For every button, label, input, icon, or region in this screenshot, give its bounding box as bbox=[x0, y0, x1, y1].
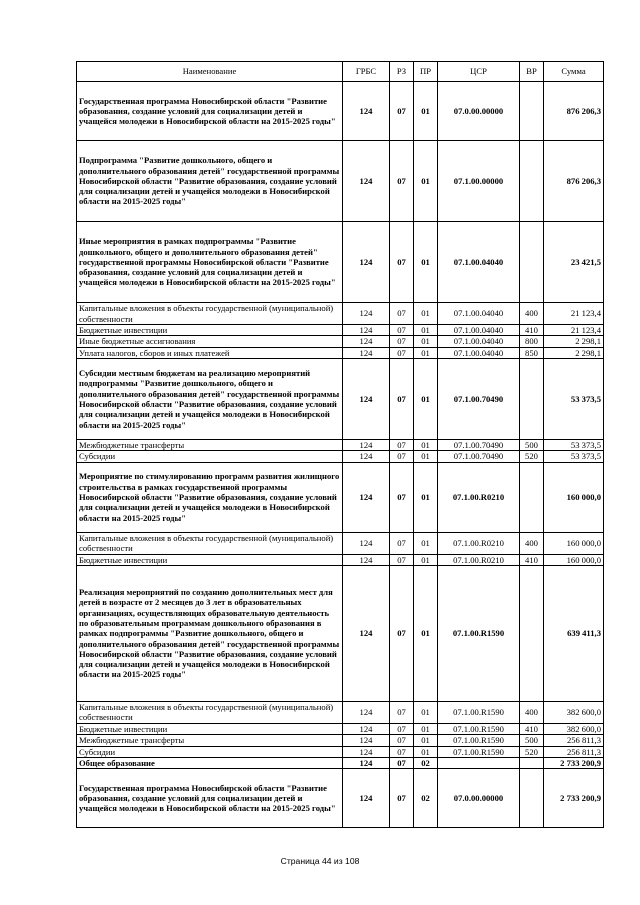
header-rz: РЗ bbox=[390, 62, 414, 82]
cell-csr: 07.1.00.R0210 bbox=[438, 462, 520, 532]
cell-rz: 07 bbox=[390, 82, 414, 141]
cell-rz: 07 bbox=[390, 757, 414, 768]
cell-csr: 07.1.00.70490 bbox=[438, 439, 520, 450]
cell-pr: 01 bbox=[414, 451, 438, 462]
cell-csr: 07.1.00.R0210 bbox=[438, 554, 520, 565]
cell-name: Иные бюджетные ассигнования bbox=[77, 336, 343, 347]
cell-sum: 23 421,5 bbox=[544, 222, 604, 303]
cell-grbs: 124 bbox=[343, 701, 390, 723]
cell-vr: 410 bbox=[520, 325, 544, 336]
cell-csr: 07.1.00.R1590 bbox=[438, 565, 520, 701]
table-row bbox=[77, 735, 604, 746]
cell-name: Субсидии bbox=[77, 746, 343, 757]
cell-vr: 400 bbox=[520, 701, 544, 723]
cell-vr: 400 bbox=[520, 532, 544, 554]
cell-rz: 07 bbox=[390, 554, 414, 565]
cell-vr bbox=[520, 82, 544, 141]
cell-grbs: 124 bbox=[343, 565, 390, 701]
table-row bbox=[77, 358, 604, 439]
cell-rz: 07 bbox=[390, 746, 414, 757]
cell-csr: 07.1.00.04040 bbox=[438, 336, 520, 347]
table-row bbox=[77, 723, 604, 734]
cell-name: Межбюджетные трансферты bbox=[77, 735, 343, 746]
cell-name: Реализация мероприятий по созданию дополнительных мест для детей в возрасте от 2 месяцев до 3 лет в образовательных организациях, осуществляющих образовательную деятельность по образовательным программам дошкольного образования в рамках подпрограммы "Развитие дошкольного, общего и дополнительного образования детей" государственной программы Новосибирской области "Развитие образования, создание условий для социализации детей и учащейся молодежи в Новосибирской области на 2015-2025 годы" bbox=[77, 565, 343, 701]
cell-pr: 01 bbox=[414, 735, 438, 746]
cell-rz: 07 bbox=[390, 347, 414, 358]
cell-sum: 53 373,5 bbox=[544, 358, 604, 439]
cell-pr: 01 bbox=[414, 746, 438, 757]
cell-vr: 400 bbox=[520, 303, 544, 325]
table-row bbox=[77, 347, 604, 358]
cell-grbs: 124 bbox=[343, 769, 390, 828]
table-row bbox=[77, 303, 604, 325]
cell-vr bbox=[520, 222, 544, 303]
cell-csr: 07.1.00.04040 bbox=[438, 222, 520, 303]
cell-vr bbox=[520, 757, 544, 768]
cell-pr: 01 bbox=[414, 141, 438, 222]
cell-name: Капитальные вложения в объекты государственной (муниципальной) собственности bbox=[77, 303, 343, 325]
header-grbs: ГРБС bbox=[343, 62, 390, 82]
cell-name: Уплата налогов, сборов и иных платежей bbox=[77, 347, 343, 358]
cell-sum: 2 298,1 bbox=[544, 347, 604, 358]
cell-pr: 02 bbox=[414, 757, 438, 768]
table-row bbox=[77, 325, 604, 336]
table-row bbox=[77, 701, 604, 723]
cell-rz: 07 bbox=[390, 723, 414, 734]
header-csr: ЦСР bbox=[438, 62, 520, 82]
cell-pr: 01 bbox=[414, 303, 438, 325]
cell-csr: 07.0.00.00000 bbox=[438, 82, 520, 141]
cell-vr bbox=[520, 358, 544, 439]
cell-csr: 07.1.00.R1590 bbox=[438, 735, 520, 746]
table-row bbox=[77, 532, 604, 554]
header-pr: ПР bbox=[414, 62, 438, 82]
cell-vr bbox=[520, 769, 544, 828]
cell-csr: 07.1.00.70490 bbox=[438, 358, 520, 439]
budget-table bbox=[76, 61, 604, 828]
cell-sum: 21 123,4 bbox=[544, 303, 604, 325]
cell-name: Межбюджетные трансферты bbox=[77, 439, 343, 450]
cell-name: Субсидии местным бюджетам на реализацию мероприятий подпрограммы "Развитие дошкольного, общего и дополнительного образования детей" государственной программы Новосибирской области "Развитие образования, создание условий для социализации детей и учащейся молодежи в Новосибирской области на 2015-2025 годы" bbox=[77, 358, 343, 439]
cell-pr: 01 bbox=[414, 565, 438, 701]
cell-grbs: 124 bbox=[343, 746, 390, 757]
table-row bbox=[77, 554, 604, 565]
table-header-row bbox=[77, 62, 604, 82]
cell-name: Государственная программа Новосибирской области "Развитие образования, создание условий для социализации детей и учащейся молодежи в Новосибирской области на 2015-2025 годы" bbox=[77, 82, 343, 141]
cell-sum: 256 811,3 bbox=[544, 746, 604, 757]
cell-rz: 07 bbox=[390, 701, 414, 723]
cell-sum: 639 411,3 bbox=[544, 565, 604, 701]
cell-sum: 382 600,0 bbox=[544, 723, 604, 734]
cell-name: Подпрограмма "Развитие дошкольного, общего и дополнительного образования детей" государственной программы Новосибирской области "Развитие образования, создание условий для социализации детей и учащейся молодежи в Новосибирской области на 2015-2025 годы" bbox=[77, 141, 343, 222]
cell-sum: 160 000,0 bbox=[544, 462, 604, 532]
table-row bbox=[77, 565, 604, 701]
cell-pr: 01 bbox=[414, 82, 438, 141]
cell-vr: 520 bbox=[520, 746, 544, 757]
cell-pr: 01 bbox=[414, 723, 438, 734]
cell-sum: 256 811,3 bbox=[544, 735, 604, 746]
header-sum: Сумма bbox=[544, 62, 604, 82]
cell-grbs: 124 bbox=[343, 141, 390, 222]
cell-pr: 01 bbox=[414, 358, 438, 439]
table-row bbox=[77, 746, 604, 757]
cell-csr bbox=[438, 757, 520, 768]
cell-name: Капитальные вложения в объекты государственной (муниципальной) собственности bbox=[77, 532, 343, 554]
cell-rz: 07 bbox=[390, 769, 414, 828]
cell-rz: 07 bbox=[390, 451, 414, 462]
cell-pr: 01 bbox=[414, 222, 438, 303]
cell-csr: 07.1.00.R0210 bbox=[438, 532, 520, 554]
cell-name: Иные мероприятия в рамках подпрограммы "Развитие дошкольного, общего и дополнительного образования детей" государственной программы Новосибирской области "Развитие образования, создание условий для социализации детей и учащейся молодежи в Новосибирской области на 2015-2025 годы" bbox=[77, 222, 343, 303]
table-row bbox=[77, 462, 604, 532]
cell-vr: 500 bbox=[520, 439, 544, 450]
cell-sum: 382 600,0 bbox=[544, 701, 604, 723]
cell-pr: 01 bbox=[414, 325, 438, 336]
cell-csr: 07.1.00.04040 bbox=[438, 303, 520, 325]
cell-name: Капитальные вложения в объекты государственной (муниципальной) собственности bbox=[77, 701, 343, 723]
table-row bbox=[77, 769, 604, 828]
table-row bbox=[77, 757, 604, 768]
cell-name: Субсидии bbox=[77, 451, 343, 462]
cell-rz: 07 bbox=[390, 222, 414, 303]
table-row bbox=[77, 222, 604, 303]
cell-grbs: 124 bbox=[343, 451, 390, 462]
cell-sum: 53 373,5 bbox=[544, 451, 604, 462]
cell-name: Общее образование bbox=[77, 757, 343, 768]
cell-vr bbox=[520, 565, 544, 701]
cell-sum: 2 298,1 bbox=[544, 336, 604, 347]
cell-rz: 07 bbox=[390, 358, 414, 439]
cell-grbs: 124 bbox=[343, 303, 390, 325]
cell-grbs: 124 bbox=[343, 82, 390, 141]
cell-rz: 07 bbox=[390, 439, 414, 450]
cell-csr: 07.1.00.04040 bbox=[438, 347, 520, 358]
cell-rz: 07 bbox=[390, 336, 414, 347]
cell-vr bbox=[520, 462, 544, 532]
cell-pr: 01 bbox=[414, 701, 438, 723]
cell-vr: 850 bbox=[520, 347, 544, 358]
cell-grbs: 124 bbox=[343, 325, 390, 336]
cell-rz: 07 bbox=[390, 462, 414, 532]
table-row bbox=[77, 439, 604, 450]
cell-pr: 01 bbox=[414, 347, 438, 358]
cell-rz: 07 bbox=[390, 735, 414, 746]
cell-name: Бюджетные инвестиции bbox=[77, 325, 343, 336]
cell-vr: 500 bbox=[520, 735, 544, 746]
cell-sum: 21 123,4 bbox=[544, 325, 604, 336]
cell-grbs: 124 bbox=[343, 532, 390, 554]
cell-grbs: 124 bbox=[343, 336, 390, 347]
cell-vr bbox=[520, 141, 544, 222]
header-name: Наименование bbox=[77, 62, 343, 82]
header-vr: ВР bbox=[520, 62, 544, 82]
cell-sum: 2 733 200,9 bbox=[544, 757, 604, 768]
cell-vr: 410 bbox=[520, 723, 544, 734]
cell-rz: 07 bbox=[390, 303, 414, 325]
cell-csr: 07.1.00.R1590 bbox=[438, 723, 520, 734]
cell-csr: 07.1.00.R1590 bbox=[438, 701, 520, 723]
cell-vr: 800 bbox=[520, 336, 544, 347]
cell-csr: 07.0.00.00000 bbox=[438, 769, 520, 828]
cell-rz: 07 bbox=[390, 325, 414, 336]
cell-sum: 876 206,3 bbox=[544, 141, 604, 222]
cell-sum: 160 000,0 bbox=[544, 532, 604, 554]
page-number: Страница 44 из 108 bbox=[280, 856, 360, 866]
cell-name: Государственная программа Новосибирской области "Развитие образования, создание условий для социализации детей и учащейся молодежи в Новосибирской области на 2015-2025 годы" bbox=[77, 769, 343, 828]
cell-grbs: 124 bbox=[343, 222, 390, 303]
cell-sum: 876 206,3 bbox=[544, 82, 604, 141]
cell-csr: 07.1.00.00000 bbox=[438, 141, 520, 222]
table-row bbox=[77, 451, 604, 462]
cell-csr: 07.1.00.04040 bbox=[438, 325, 520, 336]
cell-sum: 160 000,0 bbox=[544, 554, 604, 565]
table-body bbox=[77, 82, 604, 828]
table-row bbox=[77, 336, 604, 347]
cell-name: Бюджетные инвестиции bbox=[77, 554, 343, 565]
cell-pr: 01 bbox=[414, 554, 438, 565]
cell-pr: 01 bbox=[414, 336, 438, 347]
cell-csr: 07.1.00.70490 bbox=[438, 451, 520, 462]
cell-name: Бюджетные инвестиции bbox=[77, 723, 343, 734]
table-row bbox=[77, 82, 604, 141]
table-row bbox=[77, 141, 604, 222]
cell-rz: 07 bbox=[390, 532, 414, 554]
cell-grbs: 124 bbox=[343, 439, 390, 450]
cell-grbs: 124 bbox=[343, 723, 390, 734]
cell-sum: 2 733 200,9 bbox=[544, 769, 604, 828]
cell-grbs: 124 bbox=[343, 757, 390, 768]
cell-rz: 07 bbox=[390, 565, 414, 701]
cell-rz: 07 bbox=[390, 141, 414, 222]
cell-pr: 01 bbox=[414, 462, 438, 532]
cell-pr: 02 bbox=[414, 769, 438, 828]
cell-vr: 520 bbox=[520, 451, 544, 462]
cell-grbs: 124 bbox=[343, 462, 390, 532]
cell-grbs: 124 bbox=[343, 554, 390, 565]
cell-pr: 01 bbox=[414, 439, 438, 450]
cell-grbs: 124 bbox=[343, 358, 390, 439]
cell-csr: 07.1.00.R1590 bbox=[438, 746, 520, 757]
cell-vr: 410 bbox=[520, 554, 544, 565]
cell-sum: 53 373,5 bbox=[544, 439, 604, 450]
cell-grbs: 124 bbox=[343, 735, 390, 746]
cell-grbs: 124 bbox=[343, 347, 390, 358]
cell-name: Мероприятие по стимулированию программ развития жилищного строительства в рамках государственной программы Новосибирской области "Развитие образования, создание условий для социализации детей и учащейся молодежи в Новосибирской области на 2015-2025 годы" bbox=[77, 462, 343, 532]
cell-pr: 01 bbox=[414, 532, 438, 554]
